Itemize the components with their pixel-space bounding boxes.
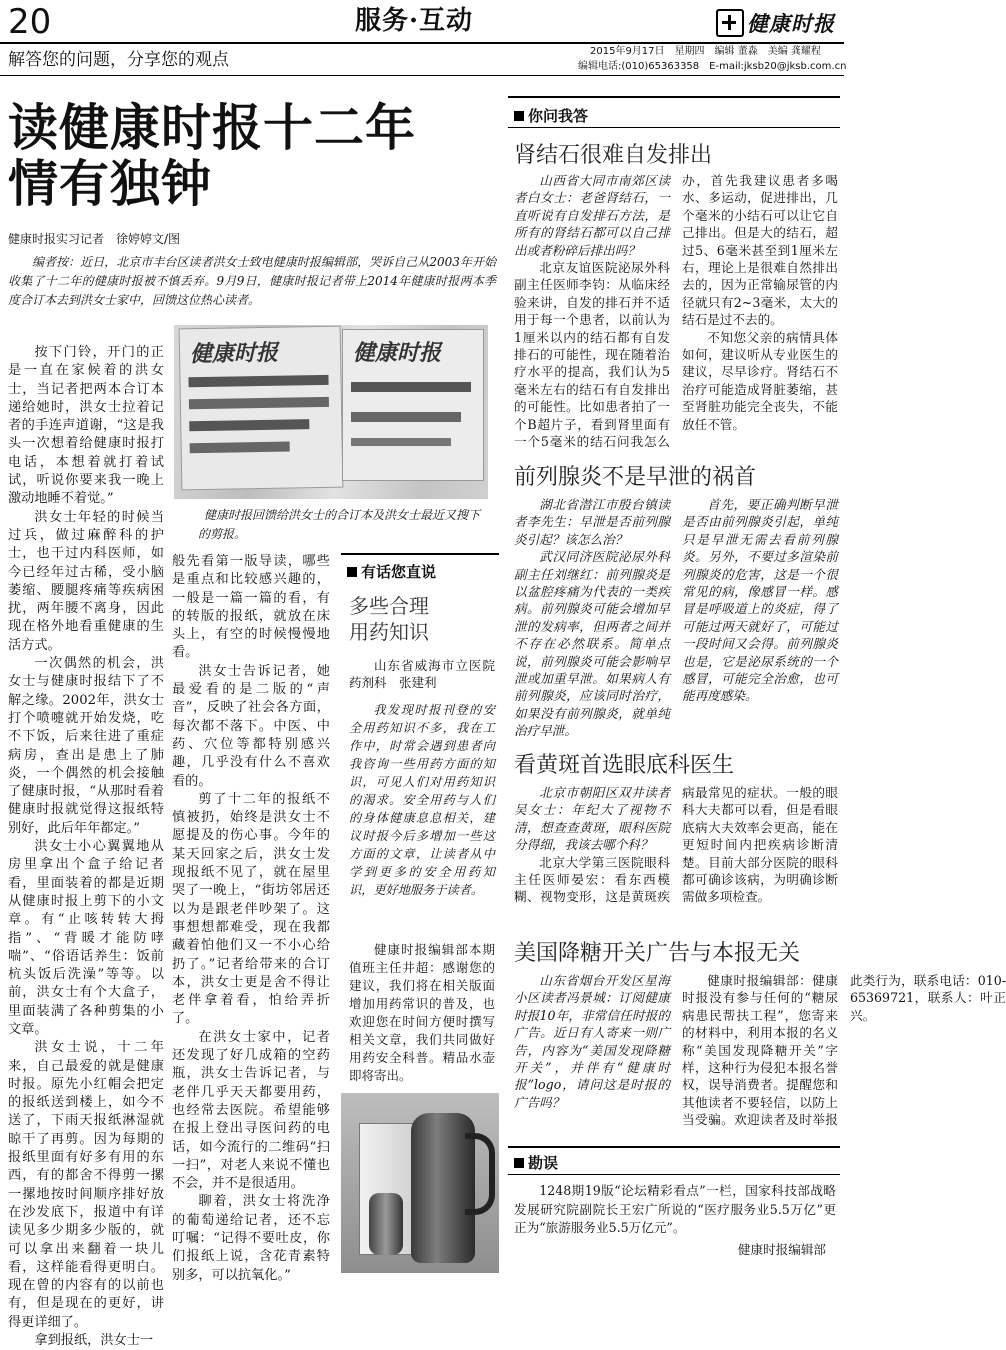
qa-item-title: 美国降糖开关广告与本报无关	[514, 941, 801, 966]
square-bullet-icon	[514, 1158, 524, 1168]
masthead-logo	[716, 8, 835, 38]
square-bullet-icon	[514, 111, 524, 121]
section-title: 服务·互动	[355, 6, 474, 36]
header-info-line2: 编辑电话:(010)65363358 E-mail:jksb20@jksb.com.cn	[578, 61, 847, 72]
kettle-photo	[341, 1093, 499, 1273]
qa-answer: 首先，要正确判断早泄是否由前列腺炎引起，单纯只是早泄无需去看前列腺炎。另外，不要过多渲染前列腺炎的危害，这是一个很常见的病，像感冒一样。感冒是呼吸道上的炎症，得了可能过两天就好了，可能过一段时间又会得。前列腺炎也是，它是泌尿系统的一个感冒，可能完全治愈，也可能再度感染。	[682, 497, 838, 704]
sidebar-title-line1: 多些合理	[349, 594, 429, 618]
correction-body: 1248期19版“论坛精彩看点”一栏，国家科技部战略发展研究院副院长王宏广所说的“医疗服务业5.5万亿”更正为“旅游服务业5.5万亿元”。	[514, 1183, 836, 1235]
photo-caption: 健康时报回馈给洪女士的合订本及洪女士最近又搜下的剪报。	[198, 508, 481, 541]
qa-item-body	[514, 972, 1006, 1142]
article-paragraph: 洪女士小心翼翼地从房里拿出个盒子给记者看，里面装着的都是近期从健康时报上剪下的小文章。有“止咳转转大拇指”、“背暖才能防哮喘”、“俗语话养生：饭前杭头饭后洗澡”等等。以前，洪女士有个大盒子，里面装满了各种剪集的小文章。	[8, 839, 164, 1037]
qa-section	[508, 96, 1006, 1284]
qa-answer: 健康时报编辑部：健康时报没有参与任何的“糖尿病患民帮扶工程”，您寄来的材料中，利用本报的名义称“美国发现降糖开关”字样，这种行为侵犯本报名誉权，误导消费者。提醒您和其他读者不要轻信，以防上当受骗。欢迎读者及时举报此类行为，联系电话：010-65369721，联系人：叶正兴。	[682, 973, 1006, 1128]
page-number: 20	[8, 2, 52, 42]
editor-note: 编者按：近日，北京市丰台区读者洪女士致电健康时报编辑部，哭诉自己从2003年开始收集了十二年的健康时报被不慎丢弃。9月9日，健康时报记者带上2014年健康时报两本季度合订本去到洪女士家中，回馈这位热心读者。	[8, 255, 496, 307]
qa-item-body	[514, 784, 838, 922]
qa-item-title: 看黄斑首选眼底科医生	[514, 753, 735, 778]
article-paragraph: 洪女士说，十二年来，自己最爱的就是健康时报。原先小红帽会把定的报纸送到楼上，如今不送了，下雨天报纸淋湿就晾干了再剪。因为每期的报纸里面有好多有用的东西，有的都舍不得剪一摞一摞地按时间顺序排好放在沙发底下，报道中有详读见多少期多少版的，就可以拿出来翻着一块儿看，这样能看得更明白。现在曾的内容有的以前也有，但是现在的更好，讲得更详细了。	[8, 1040, 164, 1330]
article-paragraph: 一次偶然的机会，洪女士与健康时报结下了不解之缘。2002年，洪女士打个喷嚏就开始发烧，吃不下饭，后来往进了重症病房，查出是患上了肺炎，一个偶然的机会接触了健康时报，“从那时看着健康时报就觉得这报纸特别好，此后年年都定。”	[8, 656, 164, 836]
qa-answer: 北京友谊医院泌尿外科副主任医师李钧：从临床经验来讲，自发的排石并不适用于每一个患者，以前认为1厘米以内的结石都有自发排石的可能性，现在随着治疗水平的提高，我们认为5毫米左右的结石有自发排出的可能性。比如患者拍了一个B超片子，看到肾里面有一个5毫米的结石问我怎么办，首先我建议患者多喝水、多运动，促进排出，几个毫米的小结石可以让它自己排出。但是大的结石，超过5、6毫米甚至到1厘米左右，理论上是很难自然排出去的，因为正常输尿管的内径就只有2~3毫米，太大的结石是过不去的。	[514, 173, 838, 450]
kettle-handle-image	[465, 1133, 495, 1215]
qa-item-body	[514, 496, 838, 746]
sidebar-title	[349, 593, 429, 645]
article-paragraph: 剪了十二年的报纸不慎被扔，始终是洪女士不愿提及的伤心事。今年的某天回家之后，洪女士发现报纸不见了，就在屋里哭了一晚上，“街坊邻居还以为是跟老伴吵架了。这事想想都难受，现在我都藏着怕他们又一不小心给扔了。”记者给带来的合订本，洪女士更是舍不得让老伴拿着看，怕给弄折了。	[172, 791, 330, 1027]
header-info-line1: 2015年9月17日 星期四 编辑 董淼 美编 龚耀程	[590, 46, 821, 57]
logo-mark-icon	[716, 9, 744, 37]
qa-item-title: 前列腺炎不是早泄的祸首	[514, 465, 757, 490]
article-paragraph: 拿到报纸，洪女士一	[34, 1333, 154, 1349]
logo-text: 健康时报	[747, 11, 835, 36]
photo-newspaper-left: 健康时报	[179, 326, 344, 491]
article-paragraph: 洪女士告诉记者，她最爱看的是二版的“声音”，反映了社会各方面，每次都不落下。中医、中药、穴位等都特别感兴趣，几乎没有什么不喜欢看的。	[172, 663, 330, 789]
qa-answer: 不知您父亲的病情具体如何，建议听从专业医生的建议，尽早诊疗。肾结石不治疗可能造成肾脏萎缩，甚至肾脏功能完全丧失，不能放任不管。	[682, 329, 838, 432]
qa-question: 北京市朝阳区双井读者吴女士：年纪大了视物不清，想查查黄斑，眼科医院分得细，我该去哪个科？	[514, 785, 670, 853]
qa-section-label: 你问我答	[514, 105, 588, 126]
correction-top-rule	[508, 1146, 840, 1148]
article-paragraph: 按下门铃，开门的正是一直在家候着的洪女士，当记者把两本合订本递给她时，洪女士拉着记者的手连声道谢，“这是我头一次想着给健康时报打电话，本想着就打着试试，听说你要来我一晚上激动地睡不着觉。”	[8, 345, 164, 507]
article-column-1	[8, 344, 164, 1349]
qa-label-rule	[508, 127, 840, 128]
article-title	[8, 100, 498, 212]
header-rule-top	[0, 42, 844, 44]
qa-answer: 武汉同济医院泌尿外科副主任刘继红：前列腺炎是以盆腔疼痛为代表的一类疾病。前列腺炎可能会增加早泄的发病率，但两者之间并不存在必然联系。简单点说，前列腺炎可能会影响早泄或加重早泄。如果病人有前列腺炎，应该同时治疗，如果没有前列腺炎，就单纯治疗早泄。	[514, 549, 670, 739]
sidebar-reply: 健康时报编辑部本期值班主任井超：感谢您的建议，我们将在相关版面增加用药常识的普及，也欢迎您在时间方便时撰写相关文章，我们共同做好用药安全科普。精品水壶即将寄出。	[349, 942, 495, 1083]
article-paragraph: 聊着，洪女士将洗净的葡萄递给记者，还不忘叮嘱：“记得不要吐皮，你们报纸上说，含花青素特别多，可以抗氧化。”	[172, 1194, 330, 1283]
sidebar-top-rule	[341, 553, 499, 555]
qa-question: 湖北省潜江市殷台镇读者李先生：早泄是否前列腺炎引起？该怎么治？	[514, 497, 670, 547]
qa-question: 山西省大同市南郊区读者白女士：老爸肾结石，一直听说有自发排石方法，是所有的肾结石都可以自己排出或者粉碎后排出吗？	[514, 173, 670, 258]
article-title-line1: 读健康时报十二年	[8, 98, 416, 157]
article-paragraph: 洪女士年轻的时候当过兵，做过麻醉科的护士，也干过内科医师，如今已经年过古稀，受小脑萎缩、腰腿疼痛等疾病困扰，两年腰不离身，因此现在格外地看重健康的生活方式。	[8, 509, 164, 653]
qa-answer: 北京大学第三医院眼科主任医师晏宏：看东西模糊、视物变形，这是黄斑疾病最常见的症状。一般的眼科大夫都可以看，但是看眼底病大夫效率会更高，能在更短时间内把疾病诊断清楚。目前大部分医院的眼科都可确诊该病，为明确诊断需做多项检查。	[514, 785, 838, 905]
sidebar-section-label: 有话您直说	[347, 561, 436, 582]
sidebar-box	[341, 553, 499, 1279]
small-kettle-image	[369, 1193, 403, 1255]
tagline: 解答您的问题，分享您的观点	[8, 50, 229, 70]
qa-item-body	[514, 172, 838, 452]
article-title-line2: 情有独钟	[8, 154, 212, 213]
square-bullet-icon	[347, 567, 357, 577]
article-paragraph: 般先看第一版导读，哪些是重点和比较感兴趣的，一般是一篇一篇的看，有的转版的报纸，就放在床头上，有空的时候慢慢地看。	[172, 554, 330, 661]
article-paragraph: 在洪女士家中，记者还发现了好几成箱的空药瓶，洪女士告诉记者，与老伴几乎天天都要用药，也经常去医院。希望能够在报上登出寻医问药的电话，如今流行的二维码“扫一扫”，对老人来说不懂也不会，并不是很适用。	[172, 1029, 330, 1192]
qa-item-title: 肾结石很难自发排出	[514, 143, 713, 168]
article-photo	[174, 325, 488, 499]
page-header	[0, 0, 847, 80]
correction-label-rule	[508, 1174, 840, 1175]
article-column-2	[172, 553, 330, 1283]
photo-newspaper-right: 健康时报	[342, 329, 484, 481]
qa-question: 山东省烟台开发区星海小区读者冯景城：订阅健康时报10年，非常信任时报的广告。近日有人寄来一则广告，内容为“美国发现降糖开关”，并伴有“健康时报”logo，请问这是时报的广告吗？	[514, 973, 670, 1110]
correction-section-label: 勘误	[514, 1152, 558, 1173]
correction-signature: 健康时报编辑部	[737, 1242, 826, 1257]
sidebar-title-line2: 用药知识	[349, 620, 429, 644]
article-byline: 健康时报实习记者 徐婷婷文/图	[8, 232, 181, 246]
sidebar-author: 山东省威海市立医院药剂科 张建利	[349, 658, 495, 690]
qa-top-rule	[508, 96, 840, 98]
header-rule-bottom	[0, 75, 844, 76]
sidebar-body: 我发现时报刊登的安全用药知识不多，我在工作中，时常会遇到患者向我咨询一些用药方面的知识，可见人们对用药知识的渴求。安全用药与人们的身体健康息息相关，建议时报今后多增加一些这方面的文章，让读者从中学到更多的安全用药知识，更好地服务于读者。	[349, 703, 495, 897]
